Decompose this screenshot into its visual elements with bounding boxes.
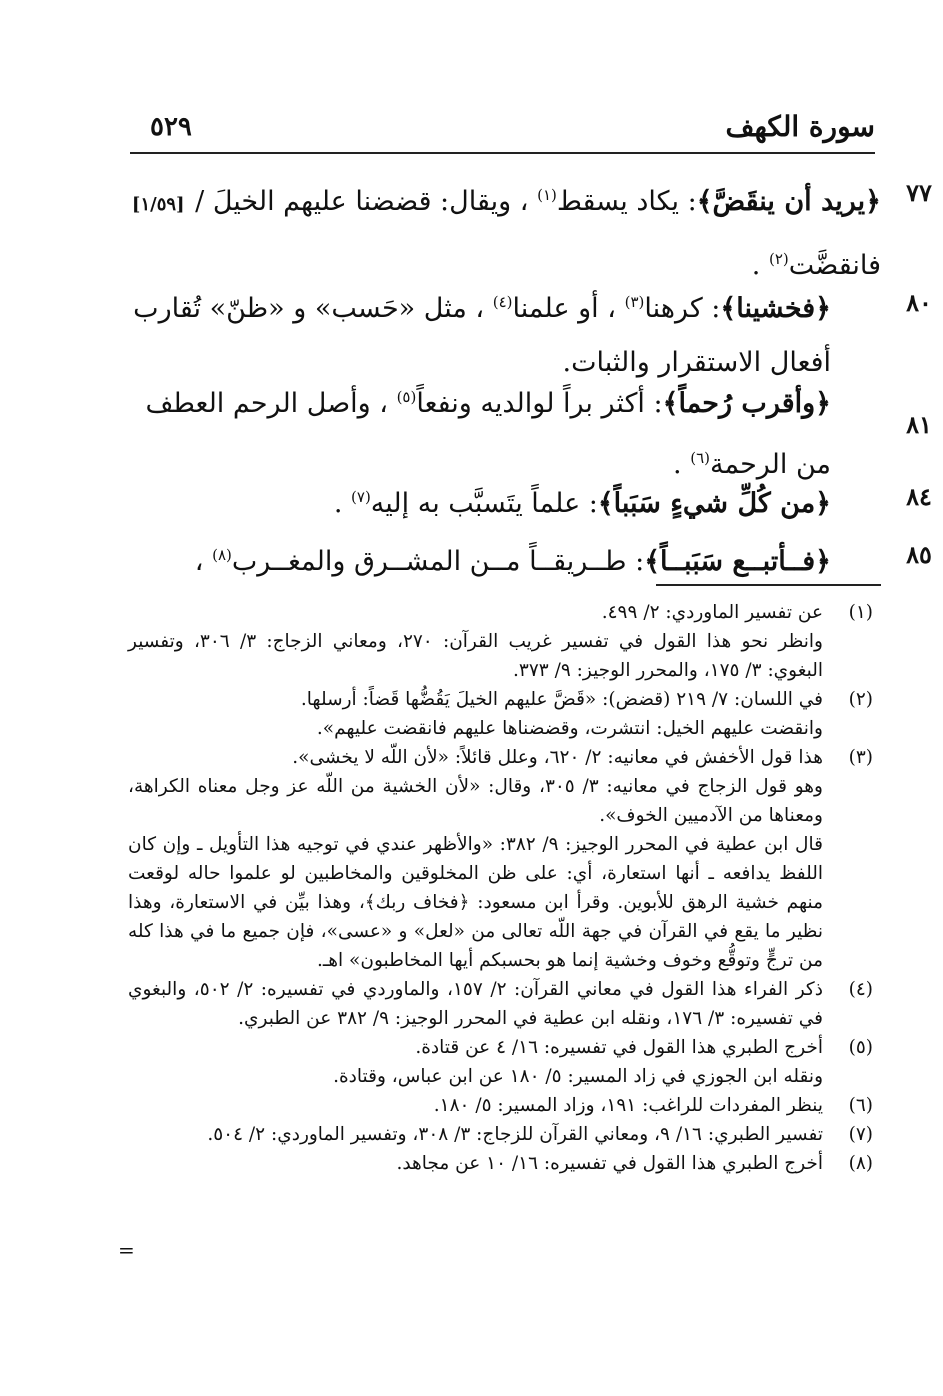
continuation-mark: =: [118, 1238, 135, 1262]
footnote-ref: (٢): [768, 250, 789, 268]
footnote-line: وهو قول الزجاج في معانيه: ٣/ ٣٠٥، وقال: «لأن الخشية من اللّه عز وجل معناه الكراهة، ومعناها من الآدميين الخوف».: [128, 776, 823, 826]
quran-quote: ﴿وأقرب رُحماً﴾: [662, 388, 831, 419]
footnote: [128, 685, 873, 743]
footnote-number: (١): [848, 602, 873, 623]
commentary-text: : طــريقــاً مــن المشــرق والمغــرب: [231, 546, 645, 577]
footnote-ref: (٨): [212, 546, 232, 564]
verse-commentary: [128, 528, 831, 589]
footnote-ref: (٧): [351, 488, 371, 506]
footnote-number: (٣): [848, 747, 873, 768]
quran-quote: ﴿فــأتبــع سَبَبــاً﴾: [644, 546, 831, 577]
commentary-text: ،: [194, 546, 204, 577]
footnote-line: قال ابن عطية في المحرر الوجيز: ٩/ ٣٨٢: «والأظهر عندي في توجيه هذا التأويل ـ وإن كان اللفظ يدافعه ـ أنها استعارة، أي: على ظن المخلوقين والمخاطبين لو علموا حاله لوقعت منهم خشية الرهق للأبوين. وقرأ ابن مسعود: ﴿فخاف ربك﴾، وهذا بيِّن في الاستعارة، وهذا نظير ما يقع في القرآن في جهة اللّه تعالى من «لعل» و «عسى»، فإن جميع ما في هذا كله من ترجٍّ وتوقُّع وخوف وخشية إنما هو بحسبكم أيها المخاطبون» اهـ.: [128, 834, 823, 971]
commentary-text: .: [751, 250, 761, 281]
quran-quote: ﴿يريد أن ينقَضَّ﴾: [696, 186, 881, 217]
footnote: [128, 975, 873, 1033]
commentary-text: : كرهنا: [644, 293, 721, 324]
commentary-text: .: [673, 449, 682, 480]
footnote-line: وانقضت عليهم الخيل: انتشرت، وقضضناها عليهم فانقضت عليهم».: [316, 718, 823, 739]
footnotes: [128, 598, 873, 1178]
page-number: ٥٢٩: [150, 112, 192, 142]
footnote-line: ذكر الفراء هذا القول في معاني القرآن: ٢/ ١٥٧، والماوردي في تفسيره: ٢/ ٥٠٢، والبغوي في تفسيره: ٣/ ١٧٦، ونقله ابن عطية في المحرر الوجيز: ٩/ ٣٨٢ عن الطبري.: [128, 979, 823, 1029]
commentary-text: ، أو علمنا: [512, 293, 616, 324]
footnote-ref: (٣): [624, 293, 645, 311]
quran-quote: ﴿فخشينا﴾: [720, 293, 831, 324]
verse-number: ٧٧: [906, 178, 932, 207]
footnote-line: أخرج الطبري هذا القول في تفسيره: ١٦/ ٤ عن قتادة.: [415, 1037, 823, 1058]
footnote-line: تفسير الطبري: ١٦/ ٩، ومعاني القرآن للزجاج: ٣/ ٣٠٨، وتفسير الماوردي: ٢/ ٥٠٤.: [207, 1124, 823, 1145]
commentary-text: ، ويقال: قضضنا عليهم الخيلَ /: [195, 186, 529, 217]
footnote-number: (٧): [848, 1124, 873, 1145]
footnote-number: (٢): [848, 689, 873, 710]
footnote-line: وانظر نحو هذا القول في تفسير غريب القرآن: ٢٧٠، ومعاني الزجاج: ٣/ ٣٠٦، وتفسير البغوي: ٣/ ١٧٥، والمحرر الوجيز: ٩/ ٣٧٣.: [128, 631, 823, 681]
verse-number: ٨٤: [906, 482, 932, 511]
quran-quote: ﴿من كُلِّ شيءٍ سَبَباً﴾: [597, 488, 831, 519]
commentary-text: ، مثل «حَسب» و «ظنّ» تُقارب: [133, 293, 485, 324]
verse-commentary: [128, 470, 831, 531]
verse-number: ٨١: [906, 410, 932, 439]
footnote-number: (٦): [848, 1095, 873, 1116]
commentary-text: : أكثر براً لوالديه ونفعاً: [416, 388, 663, 419]
footnote-number: (٤): [848, 979, 873, 1000]
footnote: [128, 1120, 873, 1149]
footnote-number: (٥): [848, 1037, 873, 1058]
footnote-ref: (١): [537, 186, 557, 204]
commentary-text: .: [333, 488, 343, 519]
footnote: [128, 1149, 873, 1178]
commentary-text: فانقضَّت: [788, 250, 881, 281]
commentary-text: أفعال الاستقرار والثبات.: [562, 347, 831, 378]
footnote-line: في اللسان: ٧/ ٢١٩ (قضض): «قَضَّ عليهم الخيلَ يَقُضُّها قَضاً: أرسلها.: [300, 689, 823, 710]
verse-number: ٨٠: [906, 288, 932, 317]
manuscript-ref: [١/٥٩]: [131, 194, 185, 215]
footnote: [128, 598, 873, 685]
footnote-ref: (٦): [690, 449, 710, 467]
footnote-line: هذا قول الأخفش في معانيه: ٢/ ٦٢٠، وعلل قائلاً: «لأن اللّه لا يخشى».: [292, 747, 823, 768]
footnote: [128, 1033, 873, 1091]
footnote-separator: [656, 584, 881, 586]
surah-title: سورة الكهف: [725, 110, 875, 143]
page-header: [130, 110, 875, 154]
footnote-ref: (٥): [396, 388, 417, 406]
verse-number: ٨٥: [906, 540, 932, 569]
footnote: [128, 743, 873, 975]
footnote-line: أخرج الطبري هذا القول في تفسيره: ١٦/ ١٠ عن مجاهد.: [396, 1153, 823, 1174]
footnote-line: ينظر المفردات للراغب: ١٩١، وزاد المسير: ٥/ ١٨٠.: [433, 1095, 823, 1116]
commentary-text: ، وأصل الرحم العطف: [145, 388, 388, 419]
commentary-text: : علماً يتَسبَّب به إليه: [370, 488, 598, 519]
commentary-text: من الرحمة: [710, 449, 831, 480]
footnote: [128, 1091, 873, 1120]
commentary-text: : يكاد يسقط: [556, 186, 697, 217]
footnote-ref: (٤): [492, 293, 513, 311]
footnote-line: ونقله ابن الجوزي في زاد المسير: ٥/ ١٨٠ عن ابن عباس، وقتادة.: [333, 1066, 823, 1087]
footnote-line: عن تفسير الماوردي: ٢/ ٤٩٩.: [601, 602, 823, 623]
footnote-number: (٨): [848, 1153, 873, 1174]
